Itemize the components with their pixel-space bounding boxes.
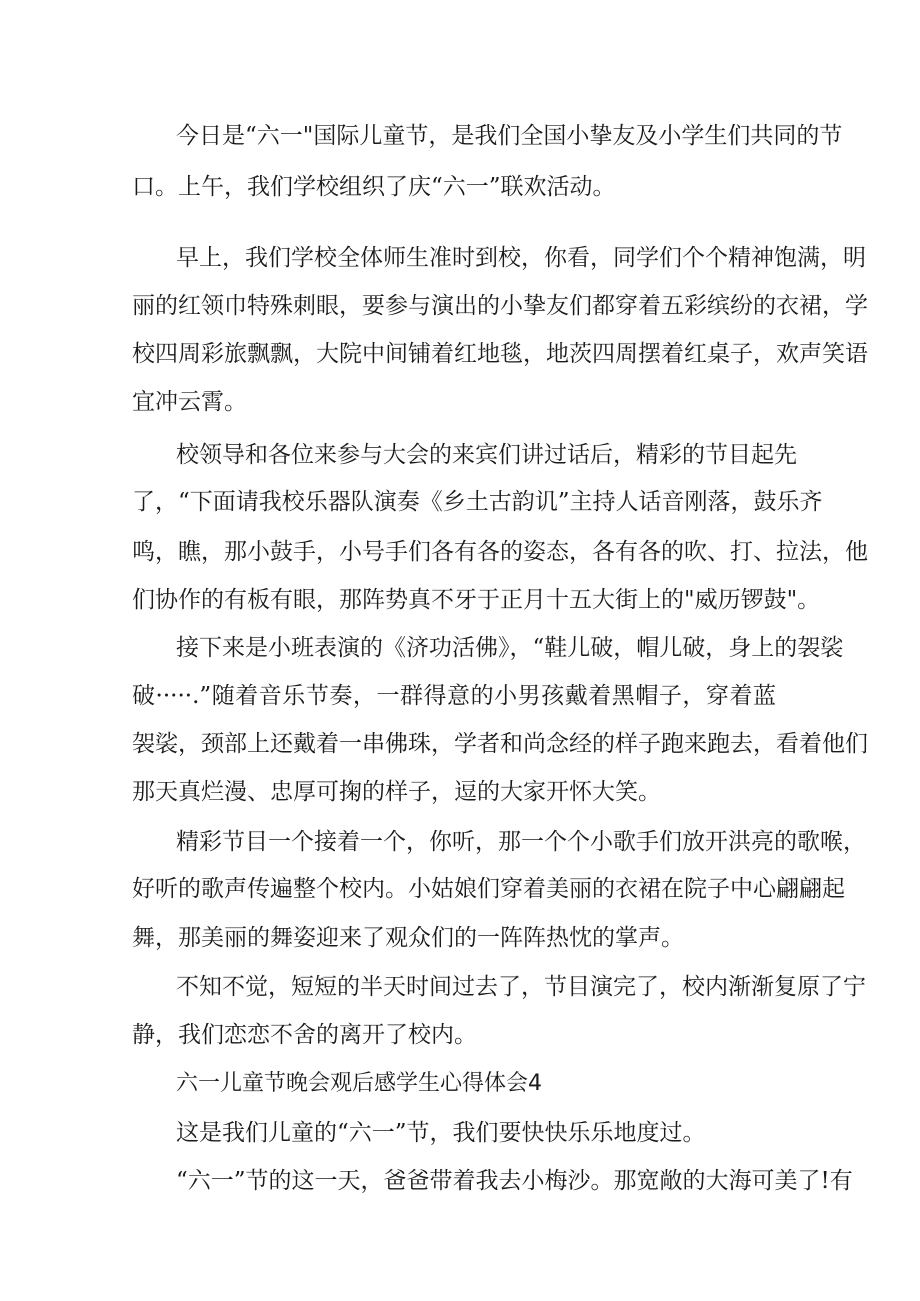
paragraph-5-line-2: 好听的歌声传遍整个校内。小姑娘们穿着美丽的衣裙在院子中心翩翩起 — [132, 876, 845, 902]
paragraph-3-line-4: 们协作的有板有眼，那阵势真不牙于正月十五大街上的"威历锣鼓"。 — [132, 587, 821, 613]
paragraph-2-line-1: 早上，我们学校全体师生准时到校，你看，同学们个个精神饱满，明 — [176, 245, 866, 271]
paragraph-1-line-2: 口。上午，我们学校组织了庆“六一”联欢活动。 — [132, 174, 616, 200]
closing-paragraph-line-2: “六一”节的这一天，爸爸带着我去小梅沙。那宽敞的大海可美了!有 — [176, 1168, 853, 1194]
paragraph-4-line-4: 那天真烂漫、忠厚可掬的样子，逗的大家开怀大笑。 — [132, 779, 661, 805]
paragraph-2-line-4: 宜冲云霄。 — [132, 389, 247, 415]
paragraph-5-line-3: 舞，那美丽的舞姿迎来了观众们的一阵阵热忱的掌声。 — [132, 925, 684, 951]
paragraph-5-line-1: 精彩节目一个接着一个，你听，那一个个小歌手们放开洪亮的歌喉， — [176, 829, 866, 855]
paragraph-3-line-2: 了，“下面请我校乐器队演奏《乡土古韵讥”主持人话音刚落，鼓乐齐 — [132, 489, 823, 515]
paragraph-3-line-3: 鸣，瞧，那小鼓手，小号手们各有各的姿态，各有各的吹、打、拉法，他 — [132, 539, 868, 565]
paragraph-2-line-3: 校四周彩旅飘飘，大院中间铺着红地毯，地茨四周摆着红桌子，欢声笑语 — [132, 341, 868, 367]
paragraph-3-line-1: 校领导和各位来参与大会的来宾们讲过话后，精彩的节目起先 — [176, 442, 797, 468]
section-heading: 六一儿童节晚会观后感学生心得体会4 — [176, 1071, 542, 1096]
paragraph-4-line-2: 破·····.”随着音乐节奏，一群得意的小男孩戴着黑帽子，穿着蓝 — [132, 683, 776, 709]
paragraph-4-line-1: 接下来是小班表演的《济功活佛》，“鞋儿破，帽儿破，身上的袈裟 — [176, 635, 844, 661]
closing-paragraph-line-1: 这是我们儿童的“六一”节，我们要快快乐乐地度过。 — [176, 1120, 706, 1146]
paragraph-1-line-1: 今日是“六一"国际儿童节，是我们全国小挚友及小学生们共同的节 — [176, 123, 843, 149]
paragraph-6-line-1: 不知不觉，短短的半天时间过去了，节目演完了，校内渐渐复原了宁 — [176, 974, 866, 1000]
paragraph-6-line-2: 静，我们恋恋不舍的离开了校内。 — [132, 1022, 477, 1048]
paragraph-4-line-3: 袈裟，颈部上还戴着一串佛珠，学者和尚念经的样子跑来跑去，看着他们 — [132, 731, 868, 757]
paragraph-2-line-2: 丽的红领巾特殊刺眼，要参与演出的小挚友们都穿着五彩缤纷的衣裙，学 — [132, 293, 868, 319]
